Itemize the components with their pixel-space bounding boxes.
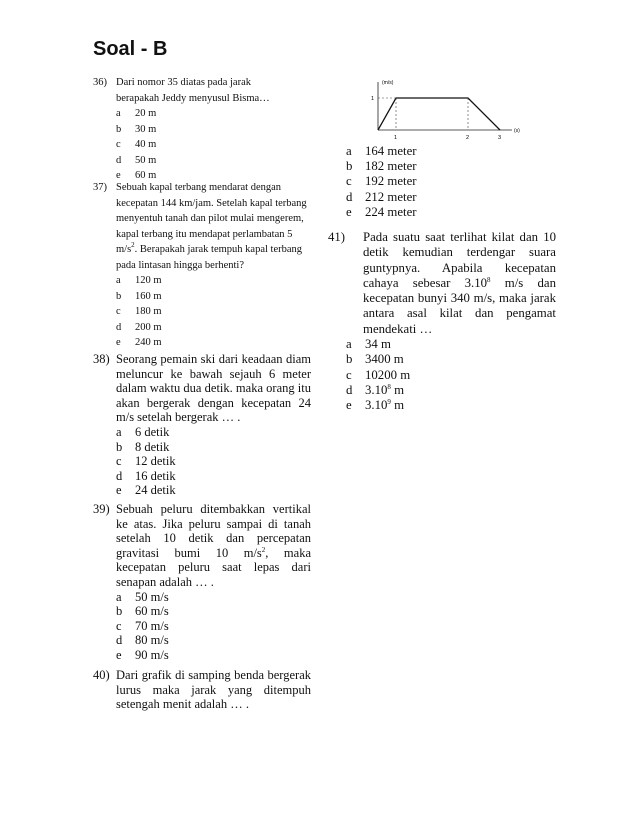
option: b 8 detik <box>116 439 170 454</box>
options-list <box>116 425 311 498</box>
option: d 212 meter <box>346 189 417 204</box>
question-36 <box>93 75 289 184</box>
option: a 120 m <box>116 275 162 286</box>
y-axis-label: (m/s) <box>382 80 394 86</box>
question-number: 37) <box>93 182 107 193</box>
option: b 160 m <box>116 290 162 302</box>
question-number: 41) <box>328 230 346 244</box>
option: e 240 m <box>116 337 162 348</box>
question-37 <box>93 180 315 351</box>
page-title: Soal - B <box>93 38 168 60</box>
y-tick-label: 1 <box>371 96 375 102</box>
question-number: 40) <box>93 668 110 682</box>
question-stem: Sebuah kapal terbang mendarat dengan kecepatan 144 km/jam. Setelah kapal terbang menyentuh tanah dan pilot mulai mengerem, kapal terbang itu mendapat perlambatan 5 $m/s^2$. Berapakah jarak tempuh kapal terbang pada lintasan hingga berhenti? <box>116 182 307 271</box>
option: a 6 detik <box>116 424 170 439</box>
option: e 60 m <box>116 170 157 181</box>
option: d 16 detik <box>116 468 176 483</box>
question-40-options <box>346 144 417 220</box>
option: b 3400 m <box>346 352 404 367</box>
option: e 224 meter <box>346 204 417 219</box>
option: c 192 meter <box>346 174 417 189</box>
x-tick-label: 1 <box>394 135 398 141</box>
option: c 180 m <box>116 306 162 317</box>
option: a 20 m <box>116 108 157 119</box>
options-list <box>116 590 311 663</box>
option: e 24 detik <box>116 483 176 498</box>
option: e 90 m/s <box>116 647 169 662</box>
question-39 <box>93 502 311 663</box>
velocity-time-graph <box>360 78 530 148</box>
option: c 70 m/s <box>116 618 169 633</box>
option: d 3.10$^8$ m <box>346 382 405 397</box>
x-tick-label: 2 <box>466 135 470 141</box>
options-list <box>346 337 556 413</box>
x-axis-label: (s) <box>514 128 520 134</box>
option: d 50 m <box>116 154 157 166</box>
options-list <box>116 273 315 351</box>
question-stem: Seorang pemain ski dari keadaan diam meluncur ke bawah sejauh 6 meter dalam waktu dua detik. maka orang itu akan bergerak dengan kecepatan 24 m/s setelah bergerak … . <box>116 352 311 425</box>
option: b 182 meter <box>346 159 417 174</box>
question-40 <box>93 668 311 712</box>
question-stem: Pada suatu saat terlihat kilat dan 10 detik kemudian terdengar suara guntурnya. Apabila kecepatan cahaya sebesar 3.10$^8$ m/s dan kecepatan bunyi 340 m/s, maka jarak antara asal kilat dan pengamat mendekati … <box>363 230 556 336</box>
question-number: 38) <box>93 352 110 366</box>
question-number: 39) <box>93 502 110 516</box>
question-stem: Dari nomor 35 diatas pada jarak berapakah Jeddy menyusul Bisma… <box>116 77 270 104</box>
option: b 30 m <box>116 123 157 135</box>
option: a 164 meter <box>346 144 417 158</box>
option: d 80 m/s <box>116 633 169 648</box>
option: c 10200 m <box>346 367 411 382</box>
option: b 60 m/s <box>116 604 169 619</box>
option: e 3.10$^9$ m <box>346 398 405 413</box>
options-list <box>116 106 289 184</box>
question-stem: Dari grafik di samping benda bergerak lurus maka jarak yang ditempuh setengah menit adalah … . <box>116 668 311 712</box>
option: c 12 detik <box>116 454 176 469</box>
option: c 40 m <box>116 139 157 150</box>
option: d 200 m <box>116 321 162 333</box>
question-41 <box>328 230 556 414</box>
question-38 <box>93 352 311 498</box>
question-number: 36) <box>93 77 107 88</box>
question-stem: Sebuah peluru ditembakkan vertikal ke atas. Jika peluru sampai di tanah setelah 10 detik dan percepatan gravitasi bumi 10 $m/s^2$, maka kecepatan peluru saat lepas dari senapan adalah … . <box>116 502 311 589</box>
option: a 50 m/s <box>116 589 169 604</box>
option: a 34 m <box>346 337 391 352</box>
x-tick-label: 3 <box>498 135 502 141</box>
